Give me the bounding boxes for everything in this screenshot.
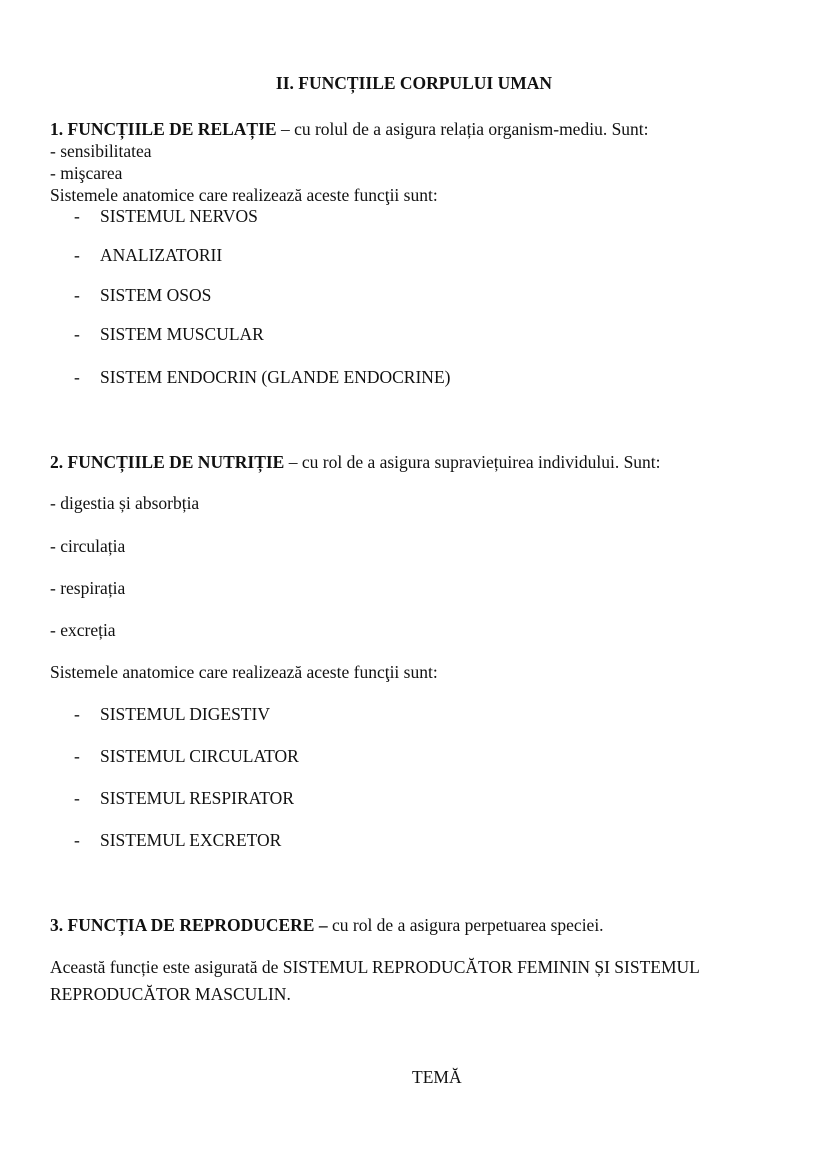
homework-heading: TEMĂ — [412, 1067, 462, 1087]
list-dash: - — [74, 324, 80, 344]
section-3-paragraph-line-2: REPRODUCĂTOR MASCULIN. — [50, 984, 291, 1004]
system-name: SISTEM MUSCULAR — [100, 324, 264, 344]
list-item: - excreția — [50, 620, 116, 640]
section-3-description: cu rol de a asigura perpetuarea speciei. — [327, 915, 604, 935]
list-item: - digestia și absorbția — [50, 493, 200, 513]
section-1-heading: 1. FUNCȚIILE DE RELAȚIE — [50, 119, 277, 139]
list-dash: - — [74, 788, 80, 808]
list-item: - circulația — [50, 536, 126, 556]
section-1-description: – cu rolul de a asigura relația organism-mediu. Sunt: — [276, 119, 649, 139]
section-2-heading: 2. FUNCȚIILE DE NUTRIȚIE — [50, 452, 285, 472]
system-name: SISTEM OSOS — [100, 285, 212, 305]
system-name: SISTEMUL CIRCULATOR — [100, 746, 299, 766]
system-name: ANALIZATORII — [100, 245, 223, 265]
section-3-heading: 3. FUNCȚIA DE REPRODUCERE — [50, 915, 315, 935]
list-dash: - — [74, 245, 80, 265]
section-2-description: – cu rol de a asigura supraviețuirea individului. Sunt: — [284, 452, 661, 472]
list-item: - respirația — [50, 578, 126, 598]
list-dash: - — [74, 830, 80, 850]
list-item: - mişcarea — [50, 163, 123, 183]
list-item: - sensibilitatea — [50, 141, 152, 161]
system-name: SISTEMUL DIGESTIV — [100, 704, 270, 724]
system-name: SISTEMUL EXCRETOR — [100, 830, 282, 850]
system-name: SISTEMUL RESPIRATOR — [100, 788, 294, 808]
list-dash: - — [74, 367, 80, 387]
list-dash: - — [74, 704, 80, 724]
system-name: SISTEMUL NERVOS — [100, 206, 258, 226]
section-1-heading-line — [50, 121, 649, 139]
section-1-systems-intro: Sistemele anatomice care realizează aceste funcţii sunt: — [50, 185, 438, 205]
section-2-heading-line — [50, 454, 661, 472]
section-3-heading-line — [50, 917, 604, 935]
section-3-paragraph-line-1: Această funcție este asigurată de SISTEMUL REPRODUCĂTOR FEMININ ȘI SISTEMUL — [50, 957, 700, 977]
section-2-systems-intro: Sistemele anatomice care realizează aceste funcţii sunt: — [50, 662, 438, 682]
list-dash: - — [74, 285, 80, 305]
page-title: II. FUNCȚIILE CORPULUI UMAN — [275, 73, 553, 93]
list-dash: - — [74, 206, 80, 226]
system-name: SISTEM ENDOCRIN (GLANDE ENDOCRINE) — [100, 367, 451, 387]
section-3-dash: – — [314, 915, 328, 935]
list-dash: - — [74, 746, 80, 766]
